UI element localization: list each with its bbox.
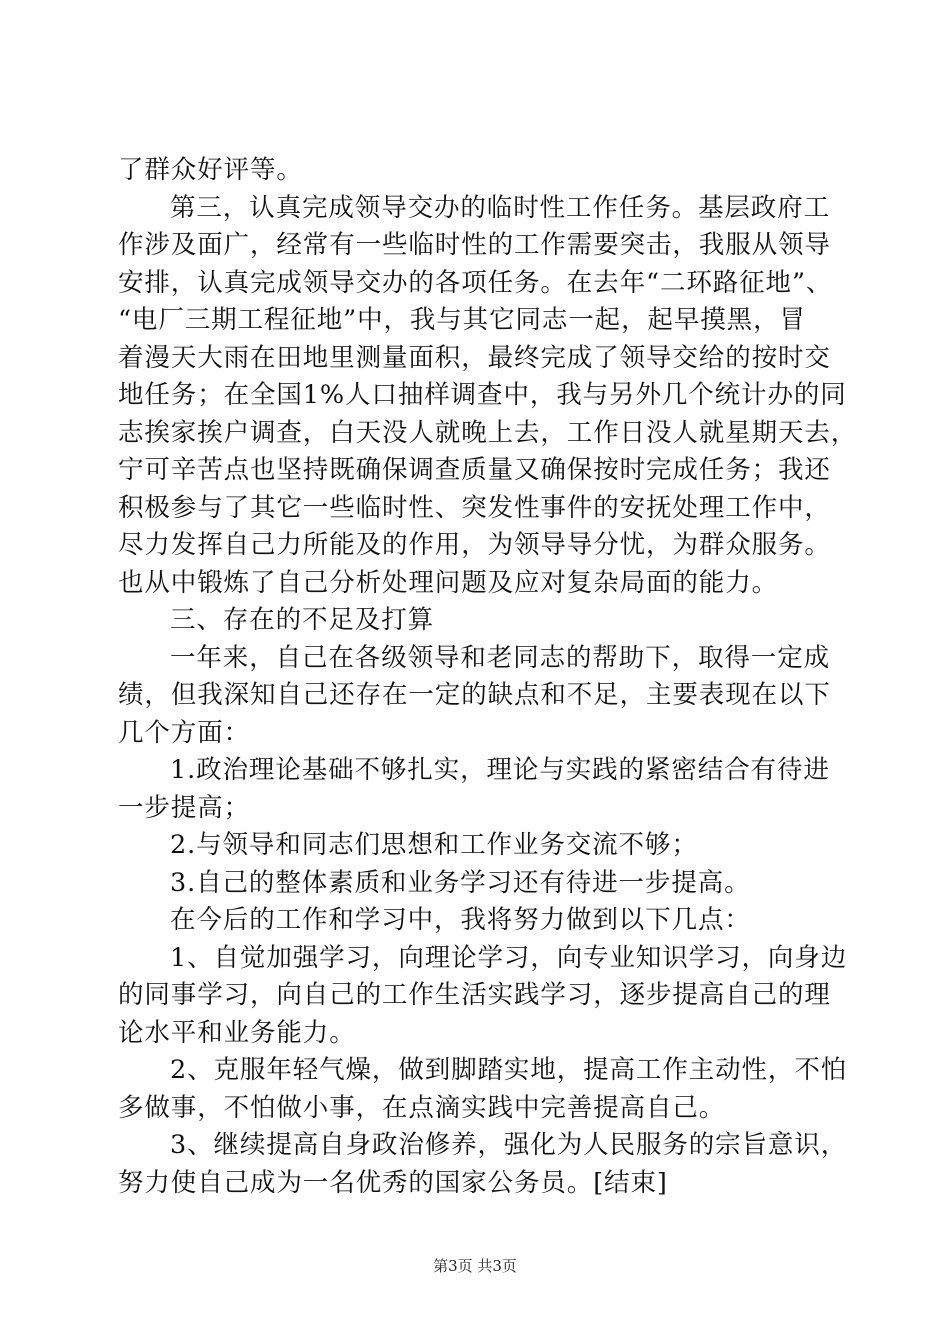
- text-line: 志挨家挨户调查，白天没人就晚上去，工作日没人就星期天去，: [118, 417, 858, 448]
- text-line: 宁可辛苦点也坚持既确保调查质量又确保按时完成任务；我还: [118, 455, 831, 485]
- section-heading: 三、存在的不足及打算: [170, 605, 435, 635]
- text-line: “电厂三期工程征地”中，我与其它同志一起，起早摸黑，冒: [118, 305, 806, 335]
- text-line: 积极参与了其它一些临时性、突发性事件的安抚处理工作中，: [118, 492, 831, 523]
- list-item-first-line: 1.政治理论基础不够扎实，理论与实践的紧密结合有待进: [170, 755, 830, 785]
- paragraph-first-line: 一年来，自己在各级领导和老同志的帮助下，取得一定成: [170, 642, 831, 673]
- text-line: 一步提高；: [118, 792, 251, 823]
- text-line: 的同事学习，向自己的工作生活实践学习，逐步提高自己的理: [118, 980, 831, 1010]
- text-line: 作涉及面广，经常有一些临时性的工作需要突击，我服从领导: [118, 230, 831, 260]
- text-line: 地任务；在全国1%人口抽样调查中，我与另外几个统计办的同: [118, 380, 847, 410]
- text-line: 论水平和业务能力。: [118, 1017, 356, 1048]
- list-item-first-line: 2.与领导和同志们思想和工作业务交流不够；: [170, 830, 698, 860]
- paragraph-first-line: 在今后的工作和学习中，我将努力做到以下几点：: [170, 905, 751, 935]
- text-line: 着漫天大雨在田地里测量面积，最终完成了领导交给的按时交: [118, 342, 831, 373]
- text-line: 绩，但我深知自己还存在一定的缺点和不足，主要表现在以下: [118, 680, 831, 710]
- page-number-footer: 第3页 共3页: [433, 1257, 517, 1275]
- list-item-first-line: 3.自己的整体素质和业务学习还有待进一步提高。: [170, 867, 751, 898]
- list-item-first-line: 1、自觉加强学习，向理论学习，向专业知识学习，向身边: [170, 942, 848, 973]
- text-line: 了群众好评等。: [118, 155, 303, 185]
- list-item-first-line: 2、克服年轻气燥，做到脚踏实地，提高工作主动性，不怕: [170, 1055, 848, 1085]
- text-line: 多做事，不怕做小事，在点滴实践中完善提高自己。: [118, 1092, 726, 1123]
- paragraph-first-line: 第三，认真完成领导交办的临时性工作任务。基层政府工: [170, 192, 831, 223]
- text-line: 安排，认真完成领导交办的各项任务。在去年“二环路征地”、: [118, 267, 833, 298]
- text-line: 也从中锻炼了自己分析处理问题及应对复杂局面的能力。: [118, 567, 779, 598]
- text-line: 尽力发挥自己力所能及的作用，为领导导分忧，为群众服务。: [118, 530, 831, 560]
- list-item-first-line: 3、继续提高自身政治修养，强化为人民服务的宗旨意识，: [170, 1130, 848, 1160]
- text-line: 几个方面：: [118, 717, 251, 748]
- text-line: 努力使自己成为一名优秀的国家公务员。[结束]: [118, 1167, 668, 1198]
- document-body: [118, 152, 858, 1202]
